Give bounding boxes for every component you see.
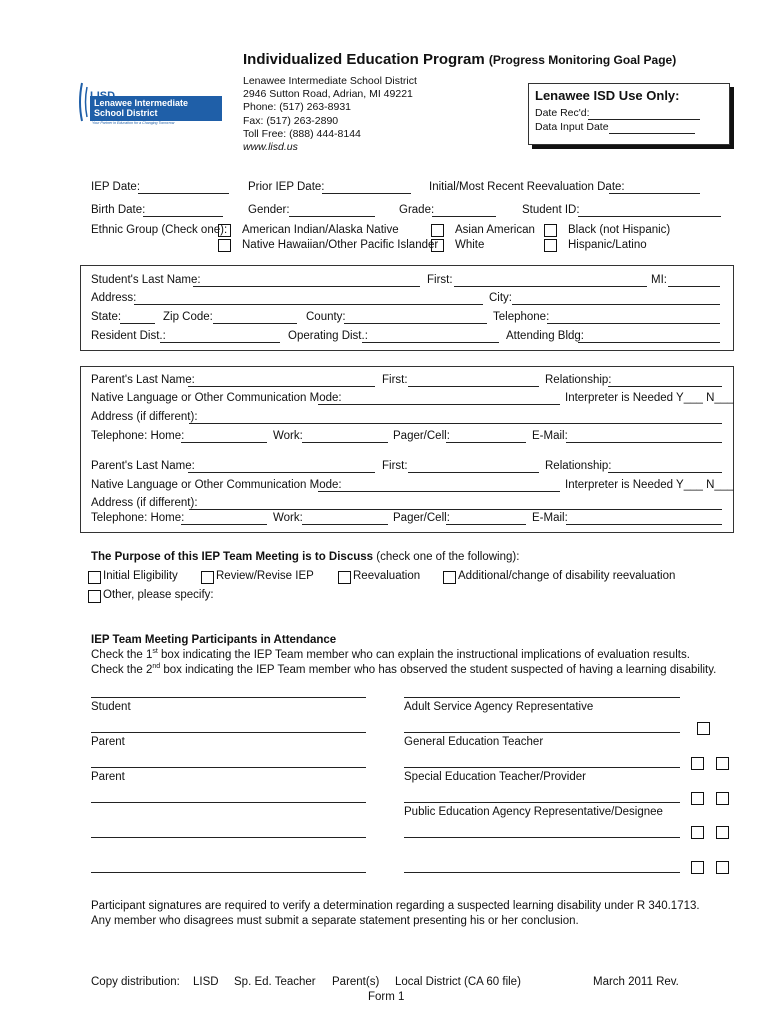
parent2-email-label: E-Mail:	[532, 512, 568, 524]
revision-date: March 2011 Rev.	[593, 976, 679, 988]
participants-note-1	[91, 649, 690, 661]
copy-sped-teacher: Sp. Ed. Teacher	[234, 976, 316, 988]
purpose-checkbox-reevaluation[interactable]	[338, 571, 351, 584]
role-label: Parent	[91, 736, 125, 748]
parent1-interpreter[interactable]: Interpreter is Needed Y___ N___	[565, 392, 734, 404]
parent2-email-field[interactable]	[566, 524, 722, 525]
signature-line-student[interactable]	[91, 697, 366, 698]
purpose-heading-note: (check one of the following):	[376, 551, 520, 563]
parent1-email-field[interactable]	[566, 442, 722, 443]
note1-b: box indicating the IEP Team member who can explain the instructional implications of evaluation results.	[157, 649, 690, 661]
signature-line-special-ed[interactable]	[404, 767, 680, 768]
logo-line2: School District	[94, 108, 158, 118]
student-city-label: City:	[489, 292, 512, 304]
purpose-checkbox-additional[interactable]	[443, 571, 456, 584]
parent2-address-label: Address (if different):	[91, 497, 198, 509]
ethnic-checkbox-white[interactable]	[431, 239, 444, 252]
address-line: Toll Free: (888) 444-8144	[243, 127, 361, 140]
parent1-first-label: First:	[382, 374, 408, 386]
address-line: Phone: (517) 263-8931	[243, 101, 351, 114]
student-zip-label: Zip Code:	[163, 311, 213, 323]
parent1-language-label: Native Language or Other Communication Mode:	[91, 392, 342, 404]
signature-note-1: Participant signatures are required to verify a determination regarding a suspected learning disability under R 340.1713.	[91, 900, 700, 912]
attending-bldg-field[interactable]	[578, 342, 720, 343]
ethnic-option: American Indian/Alaska Native	[242, 224, 399, 236]
title-sub: (Progress Monitoring Goal Page)	[488, 53, 677, 67]
parent2-address-field[interactable]	[189, 509, 722, 510]
signature-line-extra-3[interactable]	[91, 872, 366, 873]
participant-checkbox-6-1[interactable]	[691, 861, 704, 874]
purpose-option: Additional/change of disability reevaluation	[458, 570, 676, 582]
parent2-home-field[interactable]	[181, 524, 267, 525]
parent2-language-label: Native Language or Other Communication Mode:	[91, 479, 342, 491]
ethnic-option: Hispanic/Latino	[568, 239, 647, 251]
ethnic-option: Asian American	[455, 224, 535, 236]
gender-label: Gender:	[248, 204, 290, 216]
address-line: Fax: (517) 263-2890	[243, 114, 339, 127]
ethnic-checkbox-hispanic[interactable]	[544, 239, 557, 252]
parent2-interpreter[interactable]: Interpreter is Needed Y___ N___	[565, 479, 734, 491]
purpose-checkbox-other[interactable]	[88, 590, 101, 603]
participant-checkbox-3-2[interactable]	[716, 757, 729, 770]
student-county-label: County:	[306, 311, 346, 323]
student-first-label: First:	[427, 274, 453, 286]
data-input-label: Data Input Date	[535, 121, 609, 133]
parent1-relationship-label: Relationship:	[545, 374, 612, 386]
parent1-pager-label: Pager/Cell:	[393, 430, 450, 442]
attending-bldg-label: Attending Bldg:	[506, 330, 585, 342]
page-title	[243, 51, 676, 68]
parent2-first-field[interactable]	[408, 472, 539, 473]
student-telephone-label: Telephone:	[493, 311, 550, 323]
student-mi-field[interactable]	[668, 286, 720, 287]
student-state-label: State:	[91, 311, 122, 323]
purpose-heading-text: The Purpose of this IEP Team Meeting is to Discuss	[91, 551, 374, 563]
parent2-pager-field[interactable]	[446, 524, 526, 525]
signature-line-extra-4[interactable]	[404, 837, 680, 838]
parent2-pager-label: Pager/Cell:	[393, 512, 450, 524]
role-label: Special Education Teacher/Provider	[404, 771, 586, 783]
parent1-address-label: Address (if different):	[91, 411, 198, 423]
lisd-logo	[78, 79, 226, 125]
district-address	[243, 75, 417, 154]
grade-label: Grade:	[399, 204, 435, 216]
participants-note-2	[91, 664, 716, 676]
reeval-label: Initial/Most Recent Reevaluation Date:	[429, 181, 625, 193]
parent1-last-name-label: Parent's Last Name:	[91, 374, 195, 386]
student-telephone-field[interactable]	[547, 323, 720, 324]
student-city-field[interactable]	[512, 304, 720, 305]
purpose-option: Reevaluation	[353, 570, 421, 582]
participant-checkbox-2-1[interactable]	[697, 722, 710, 735]
signature-line-parent-2[interactable]	[91, 767, 366, 768]
resident-dist-field[interactable]	[160, 342, 280, 343]
parent2-work-field[interactable]	[302, 524, 388, 525]
student-state-field[interactable]	[120, 323, 155, 324]
form-number: Form 1	[368, 991, 405, 1003]
student-id-field[interactable]	[578, 216, 721, 217]
ethnic-option: Black (not Hispanic)	[568, 224, 671, 236]
birth-date-field[interactable]	[143, 216, 223, 217]
isd-use-only-box	[528, 83, 730, 145]
operating-dist-field[interactable]	[362, 342, 499, 343]
parent2-last-name-label: Parent's Last Name:	[91, 460, 195, 472]
role-label: General Education Teacher	[404, 736, 544, 748]
ethnic-checkbox-black[interactable]	[544, 224, 557, 237]
note1-a: Check the 1	[91, 649, 153, 661]
date-recd-label: Date Rec'd:	[535, 107, 590, 119]
copy-distribution-label: Copy distribution:	[91, 976, 180, 988]
isd-title: Lenawee ISD Use Only:	[535, 88, 680, 103]
copy-lisd: LISD	[193, 976, 219, 988]
parent2-work-label: Work:	[273, 512, 303, 524]
gender-field[interactable]	[289, 216, 375, 217]
participant-checkbox-6-2[interactable]	[716, 861, 729, 874]
parent2-language-field[interactable]	[318, 491, 560, 492]
student-county-field[interactable]	[344, 323, 487, 324]
parent1-home-field[interactable]	[181, 442, 267, 443]
address-line: Lenawee Intermediate School District	[243, 75, 417, 87]
title-main: Individualized Education Program	[243, 51, 485, 68]
purpose-option: Initial Eligibility	[103, 570, 178, 582]
prior-iep-label: Prior IEP Date:	[248, 181, 325, 193]
student-mi-label: MI:	[651, 274, 667, 286]
parent1-language-field[interactable]	[318, 404, 560, 405]
student-id-label: Student ID:	[522, 204, 580, 216]
logo-tagline: Your Partner in Education for a Changing Tomorrow	[92, 121, 175, 125]
ethnic-option: White	[455, 239, 485, 251]
student-last-name-field[interactable]	[193, 286, 420, 287]
note2-a: Check the 2	[91, 664, 153, 676]
iep-date-label: IEP Date:	[91, 181, 141, 193]
address-line: 2946 Sutton Road, Adrian, MI 49221	[243, 88, 413, 101]
role-label: Public Education Agency Representative/Designee	[404, 806, 663, 818]
parent1-home-label: Telephone: Home:	[91, 430, 185, 442]
parent1-email-label: E-Mail:	[532, 430, 568, 442]
parent2-relationship-field[interactable]	[608, 472, 722, 473]
participant-checkbox-4-2[interactable]	[716, 792, 729, 805]
note2-sup: nd	[152, 663, 161, 671]
parent1-last-name-field[interactable]	[188, 386, 375, 387]
parent2-last-name-field[interactable]	[188, 472, 375, 473]
parent1-address-field[interactable]	[189, 423, 722, 424]
note1-sup: st	[152, 648, 158, 656]
parent2-home-label: Telephone: Home:	[91, 512, 185, 524]
participants-heading: IEP Team Meeting Participants in Attendance	[91, 634, 337, 646]
signature-line-parent-1[interactable]	[91, 732, 366, 733]
website: www.lisd.us	[243, 141, 298, 154]
role-label: Parent	[91, 771, 125, 783]
signature-line-extra-2[interactable]	[91, 837, 366, 838]
ethnic-checkbox-american-indian[interactable]	[218, 224, 231, 237]
purpose-option: Other, please specify:	[103, 589, 214, 601]
purpose-heading	[91, 551, 519, 563]
ethnic-option: Native Hawaiian/Other Pacific Islander	[242, 239, 439, 251]
parent1-pager-field[interactable]	[446, 442, 526, 443]
role-label: Student	[91, 701, 131, 713]
signature-line-general-ed[interactable]	[404, 732, 680, 733]
student-zip-field[interactable]	[213, 323, 297, 324]
birth-date-label: Birth Date:	[91, 204, 146, 216]
signature-line-extra-1[interactable]	[91, 802, 366, 803]
student-address-label: Address:	[91, 292, 137, 304]
signature-line-extra-5[interactable]	[404, 872, 680, 873]
prior-iep-field[interactable]	[322, 193, 411, 194]
note2-b: box indicating the IEP Team member who has observed the student suspected of having a learning disability.	[160, 664, 717, 676]
purpose-checkbox-review-revise[interactable]	[201, 571, 214, 584]
role-label: Adult Service Agency Representative	[404, 701, 594, 713]
grade-field[interactable]	[432, 216, 496, 217]
participant-checkbox-3-1[interactable]	[691, 757, 704, 770]
signature-note-2: Any member who disagrees must submit a separate statement presenting his or her conclusion.	[91, 915, 579, 927]
parent1-work-label: Work:	[273, 430, 303, 442]
operating-dist-label: Operating Dist.:	[288, 330, 368, 342]
data-input-field[interactable]	[609, 133, 695, 134]
signature-line-adult-service[interactable]	[404, 697, 680, 698]
parent1-work-field[interactable]	[302, 442, 388, 443]
ethnic-group-label: Ethnic Group (Check one):	[91, 224, 228, 236]
copy-local-district: Local District (CA 60 file)	[395, 976, 521, 988]
copy-parents: Parent(s)	[332, 976, 380, 988]
ethnic-checkbox-asian[interactable]	[431, 224, 444, 237]
student-first-field[interactable]	[454, 286, 647, 287]
student-address-field[interactable]	[134, 304, 483, 305]
parent1-relationship-field[interactable]	[608, 386, 722, 387]
parent2-first-label: First:	[382, 460, 408, 472]
signature-line-public-agency[interactable]	[404, 802, 680, 803]
student-last-name-label: Student's Last Name:	[91, 274, 201, 286]
participant-checkbox-5-1[interactable]	[691, 826, 704, 839]
logo-line1: Lenawee Intermediate	[94, 98, 189, 108]
date-recd-field[interactable]	[588, 119, 700, 120]
parent2-relationship-label: Relationship:	[545, 460, 612, 472]
iep-date-field[interactable]	[138, 193, 229, 194]
reeval-field[interactable]	[609, 193, 700, 194]
parent1-first-field[interactable]	[408, 386, 539, 387]
ethnic-checkbox-pacific-islander[interactable]	[218, 239, 231, 252]
purpose-option: Review/Revise IEP	[216, 570, 314, 582]
purpose-checkbox-initial-eligibility[interactable]	[88, 571, 101, 584]
participant-checkbox-5-2[interactable]	[716, 826, 729, 839]
resident-dist-label: Resident Dist.:	[91, 330, 166, 342]
participant-checkbox-4-1[interactable]	[691, 792, 704, 805]
